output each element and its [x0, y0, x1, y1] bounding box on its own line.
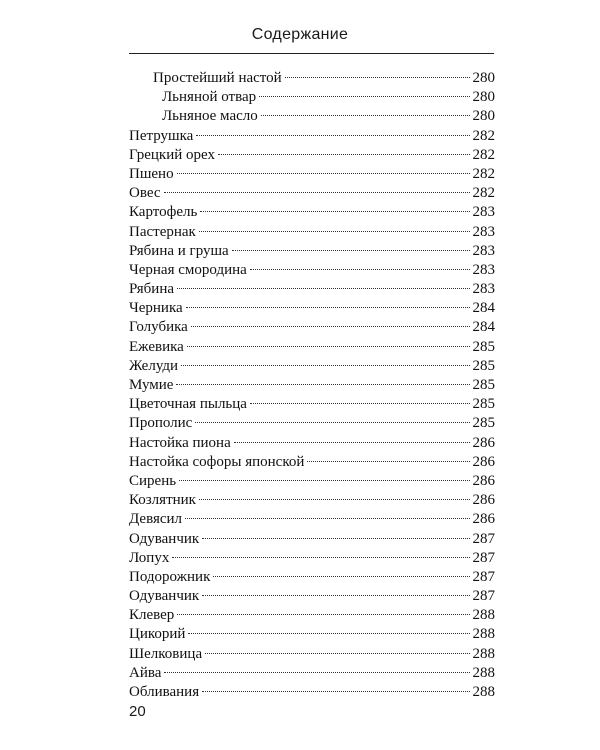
toc-entry-label: Обливания [129, 684, 200, 700]
toc-entry-label: Пастернак [129, 223, 196, 240]
toc-entry [129, 146, 495, 165]
toc-entry-label: Клевер [129, 607, 175, 624]
toc-entry-page: 284 [472, 300, 495, 317]
toc-entry-page: 282 [472, 127, 495, 144]
toc-entry-page: 285 [472, 415, 495, 432]
toc-entry-label: Подорожник [129, 568, 211, 585]
toc-entry-page: 285 [472, 377, 495, 393]
toc-entry-label: Одуванчик [129, 530, 200, 547]
toc-entry-page: 285 [472, 396, 495, 413]
toc-entry [129, 453, 495, 472]
toc-entry-page: 283 [472, 261, 495, 278]
toc-entry-page: 287 [472, 568, 495, 585]
toc-entry [129, 414, 495, 433]
dot-leader [200, 211, 469, 212]
toc-entry-label: Грецкий орех [129, 146, 215, 163]
toc-entry-label: Прополис [129, 415, 193, 432]
toc-entry-label: Петрушка [129, 127, 194, 144]
toc-entry-page: 287 [472, 588, 495, 605]
toc-entry-page: 283 [472, 223, 495, 240]
toc-entry-label: Цветочная пыльца [129, 396, 247, 413]
dot-leader [187, 346, 470, 347]
header-divider [129, 53, 494, 54]
dot-leader [188, 633, 469, 634]
toc-entry [129, 338, 495, 357]
dot-leader [177, 173, 470, 174]
dot-leader [199, 499, 470, 500]
dot-leader [259, 96, 469, 97]
toc-entry [129, 491, 495, 510]
toc-entry-label: Одуванчик [129, 588, 200, 605]
toc-entry [129, 434, 495, 453]
toc-entry [129, 395, 495, 414]
toc-entry-page: 287 [472, 530, 495, 547]
dot-leader [172, 557, 469, 558]
toc-entry-label: Сирень [129, 472, 177, 489]
toc-entry [129, 664, 495, 683]
dot-leader [202, 595, 469, 596]
dot-leader [261, 115, 470, 116]
toc-entry-label: Льняной отвар [162, 89, 257, 106]
dot-leader [202, 538, 469, 539]
dot-leader [234, 442, 470, 443]
toc-entry-page: 288 [472, 607, 495, 624]
dot-leader [176, 384, 469, 385]
toc-entry-page: 288 [472, 684, 495, 700]
toc-entry-label: Настойка софоры японской [129, 453, 305, 470]
dot-leader [307, 461, 469, 462]
toc-entry [129, 530, 495, 549]
table-of-contents [0, 69, 600, 702]
toc-entry-page: 280 [472, 70, 495, 86]
toc-entry [129, 549, 495, 568]
toc-entry [129, 625, 495, 644]
toc-entry [162, 107, 495, 126]
dot-leader [250, 269, 470, 270]
dot-leader [250, 403, 470, 404]
toc-entry-page: 286 [472, 434, 495, 451]
toc-entry-label: Желуди [129, 357, 179, 374]
toc-entry [129, 606, 495, 625]
toc-entry [129, 318, 495, 337]
dot-leader [191, 326, 470, 327]
toc-entry [129, 242, 495, 261]
toc-entry-label: Козлятник [129, 492, 196, 509]
toc-entry-page: 287 [472, 549, 495, 566]
toc-entry-page: 283 [472, 242, 495, 259]
dot-leader [164, 192, 470, 193]
toc-entry-label: Овес [129, 185, 161, 202]
toc-entry-page: 280 [472, 108, 495, 125]
dot-leader [164, 672, 469, 673]
toc-entry [129, 357, 495, 376]
toc-entry-page: 288 [472, 626, 495, 643]
toc-entry-page: 288 [472, 645, 495, 662]
toc-entry-page: 282 [472, 146, 495, 163]
toc-entry-page: 283 [472, 204, 495, 221]
toc-entry-label: Пшено [129, 165, 174, 182]
toc-entry [129, 280, 495, 299]
dot-leader [185, 518, 469, 519]
page-number: 20 [129, 703, 146, 720]
toc-entry-label: Настойка пиона [129, 434, 231, 451]
toc-entry [129, 261, 495, 280]
dot-leader [179, 480, 469, 481]
dot-leader [195, 422, 469, 423]
toc-entry [129, 165, 495, 184]
toc-entry-label: Мумие [129, 377, 174, 393]
dot-leader [199, 231, 470, 232]
toc-entry [129, 472, 495, 491]
dot-leader [186, 307, 470, 308]
toc-entry-page: 285 [472, 357, 495, 374]
toc-entry-page: 286 [472, 472, 495, 489]
toc-entry-label: Черника [129, 300, 183, 317]
toc-entry [129, 568, 495, 587]
toc-entry-label: Картофель [129, 204, 198, 221]
toc-entry-label: Лопух [129, 549, 170, 566]
toc-entry-label: Цикорий [129, 626, 186, 643]
dot-leader [285, 77, 470, 78]
toc-entry-label: Айва [129, 664, 162, 681]
toc-entry [129, 223, 495, 242]
toc-entry [129, 645, 495, 664]
toc-entry-label: Льняное масло [162, 108, 258, 125]
dot-leader [205, 653, 469, 654]
toc-entry-page: 283 [472, 281, 495, 298]
toc-entry-page: 280 [472, 89, 495, 106]
toc-entry [162, 88, 495, 107]
toc-entry-page: 286 [472, 492, 495, 509]
toc-entry-page: 282 [472, 185, 495, 202]
toc-entry-label: Рябина и груша [129, 242, 229, 259]
toc-entry [129, 184, 495, 203]
toc-entry-label: Черная смородина [129, 261, 247, 278]
dot-leader [177, 288, 469, 289]
dot-leader [196, 135, 469, 136]
page-title: Содержание [251, 26, 349, 43]
toc-entry-label: Ежевика [129, 338, 184, 355]
toc-entry [129, 683, 495, 702]
toc-entry-label: Голубика [129, 319, 188, 336]
dot-leader [181, 365, 469, 366]
toc-entry [129, 203, 495, 222]
toc-entry-label: Шелковица [129, 645, 203, 662]
toc-entry [129, 299, 495, 318]
toc-entry-page: 282 [472, 165, 495, 182]
toc-entry-page: 285 [472, 338, 495, 355]
toc-entry [153, 69, 495, 88]
toc-entry [129, 510, 495, 529]
dot-leader [218, 154, 470, 155]
toc-entry [129, 587, 495, 606]
dot-leader [202, 691, 469, 692]
toc-entry-page: 286 [472, 453, 495, 470]
toc-entry-label: Рябина [129, 281, 175, 298]
toc-entry-page: 288 [472, 664, 495, 681]
toc-entry-label: Простейший настой [153, 70, 282, 86]
toc-entry [129, 127, 495, 146]
toc-entry-label: Девясил [129, 511, 183, 528]
dot-leader [177, 614, 469, 615]
dot-leader [232, 250, 470, 251]
dot-leader [213, 576, 469, 577]
toc-entry-page: 284 [472, 319, 495, 336]
toc-entry [129, 376, 495, 395]
toc-entry-page: 286 [472, 511, 495, 528]
